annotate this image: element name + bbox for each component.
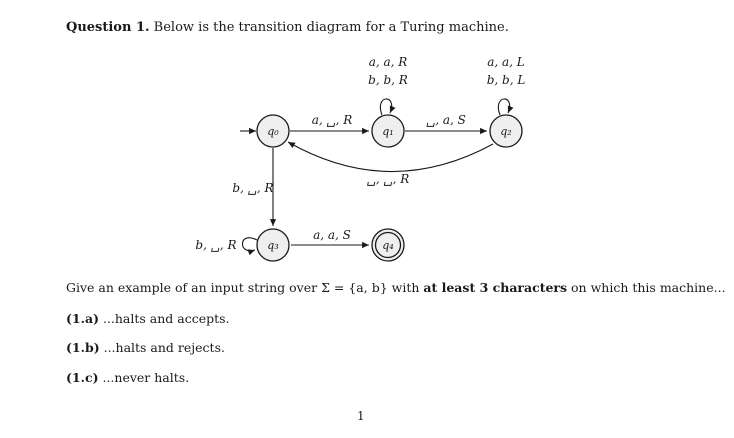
prompt-bold: at least 3 characters <box>423 280 568 295</box>
question-prompt <box>66 280 726 295</box>
state-q3-label: q₃ <box>267 239 279 252</box>
question-text: Below is the transition diagram for a Turing machine. <box>153 20 509 35</box>
state-q4-label: q₄ <box>382 239 394 252</box>
part-label: (1.b) <box>66 340 100 355</box>
label-q3-loop: b, ␣, R <box>195 238 237 252</box>
state-q1-label: q₁ <box>382 125 394 138</box>
part-1a <box>66 311 230 326</box>
state-q0 <box>257 115 289 147</box>
loop-q2 <box>498 99 509 115</box>
page-number: 1 <box>357 409 365 423</box>
part-label: (1.c) <box>66 370 99 385</box>
label-q2-loop-1: a, a, L <box>487 55 525 69</box>
loop-q1 <box>380 99 391 115</box>
state-q2-label: q₂ <box>500 125 512 138</box>
part-text: ...halts and rejects. <box>99 340 225 355</box>
part-text: ...never halts. <box>98 370 190 385</box>
part-1b <box>66 340 225 355</box>
part-1c <box>66 370 189 385</box>
state-q1 <box>372 115 404 147</box>
part-text: ...halts and accepts. <box>98 311 230 326</box>
state-q2 <box>490 115 522 147</box>
label-q1-loop-1: a, a, R <box>368 55 408 69</box>
label-q1-loop-2: b, b, R <box>368 73 408 87</box>
prompt-before: Give an example of an input string over Σ = {a, b} with <box>66 280 424 295</box>
state-q0-label: q₀ <box>267 125 279 138</box>
state-q3 <box>257 229 289 261</box>
label-q2-q0: ␣, ␣, R <box>366 172 410 186</box>
label-q1-q2: ␣, a, S <box>426 113 466 127</box>
state-q4 <box>372 229 404 261</box>
label-q2-loop-2: b, b, L <box>486 73 526 87</box>
part-label: (1.a) <box>66 311 99 326</box>
loop-q3 <box>242 238 257 251</box>
question-number: Question 1. <box>66 20 150 35</box>
label-q0-q3: b, ␣, R <box>232 181 274 195</box>
label-q0-q1: a, ␣, R <box>311 113 353 127</box>
label-q3-q4: a, a, S <box>313 228 351 242</box>
prompt-after: on which this machine... <box>567 280 726 295</box>
